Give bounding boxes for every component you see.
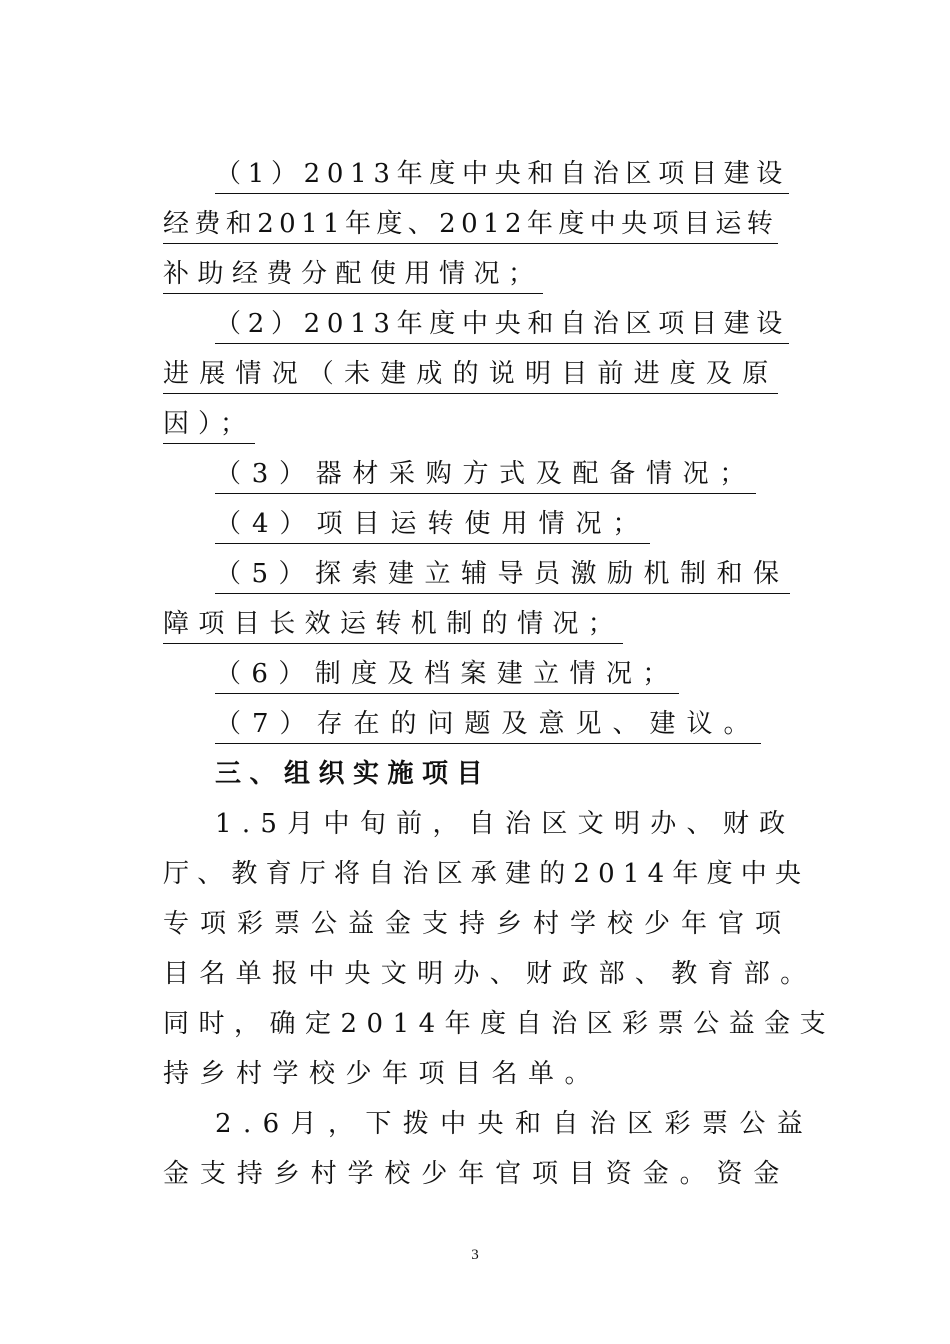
line-item-2-part3: 因）； bbox=[163, 407, 255, 444]
paragraph-1-line-2: 厅、教育厅将自治区承建的2014年度中央 bbox=[163, 859, 810, 889]
line-item-5-part2: 障项目长效运转机制的情况； bbox=[163, 607, 623, 644]
paragraph-2-line-2: 金支持乡村学校少年官项目资金。资金 bbox=[163, 1159, 791, 1189]
paragraph-1-line-3: 专项彩票公益金支持乡村学校少年官项 bbox=[163, 909, 793, 939]
paragraph-1-line-1: 1.5月中旬前，自治区文明办、财政 bbox=[215, 809, 796, 839]
page-number: 3 bbox=[471, 1247, 479, 1263]
line-item-7: （7）存在的问题及意见、建议。 bbox=[215, 707, 761, 744]
paragraph-1-line-5: 同时，确定2014年度自治区彩票公益金支 bbox=[163, 1009, 836, 1039]
line-item-2-part1: （2）2013年度中央和自治区项目建设 bbox=[215, 307, 789, 344]
section-heading: 三、组织实施项目 bbox=[215, 759, 492, 789]
paragraph-2-line-1: 2.6月，下拨中央和自治区彩票公益 bbox=[215, 1109, 815, 1139]
line-item-1-part3: 补助经费分配使用情况； bbox=[163, 257, 543, 294]
paragraph-1-line-6: 持乡村学校少年项目名单。 bbox=[163, 1059, 602, 1089]
line-item-2-part2: 进展情况（未建成的说明目前进度及原 bbox=[163, 357, 778, 394]
line-item-6: （6）制度及档案建立情况； bbox=[215, 657, 679, 694]
line-item-3: （3）器材采购方式及配备情况； bbox=[215, 457, 756, 494]
line-item-1-part2: 经费和2011年度、2012年度中央项目运转 bbox=[163, 207, 778, 244]
line-item-1-part1: （1）2013年度中央和自治区项目建设 bbox=[215, 157, 789, 194]
paragraph-1-line-4: 目名单报中央文明办、财政部、教育部。 bbox=[163, 959, 817, 989]
line-item-4: （4）项目运转使用情况； bbox=[215, 507, 650, 544]
line-item-5-part1: （5）探索建立辅导员激励机制和保 bbox=[215, 557, 790, 594]
